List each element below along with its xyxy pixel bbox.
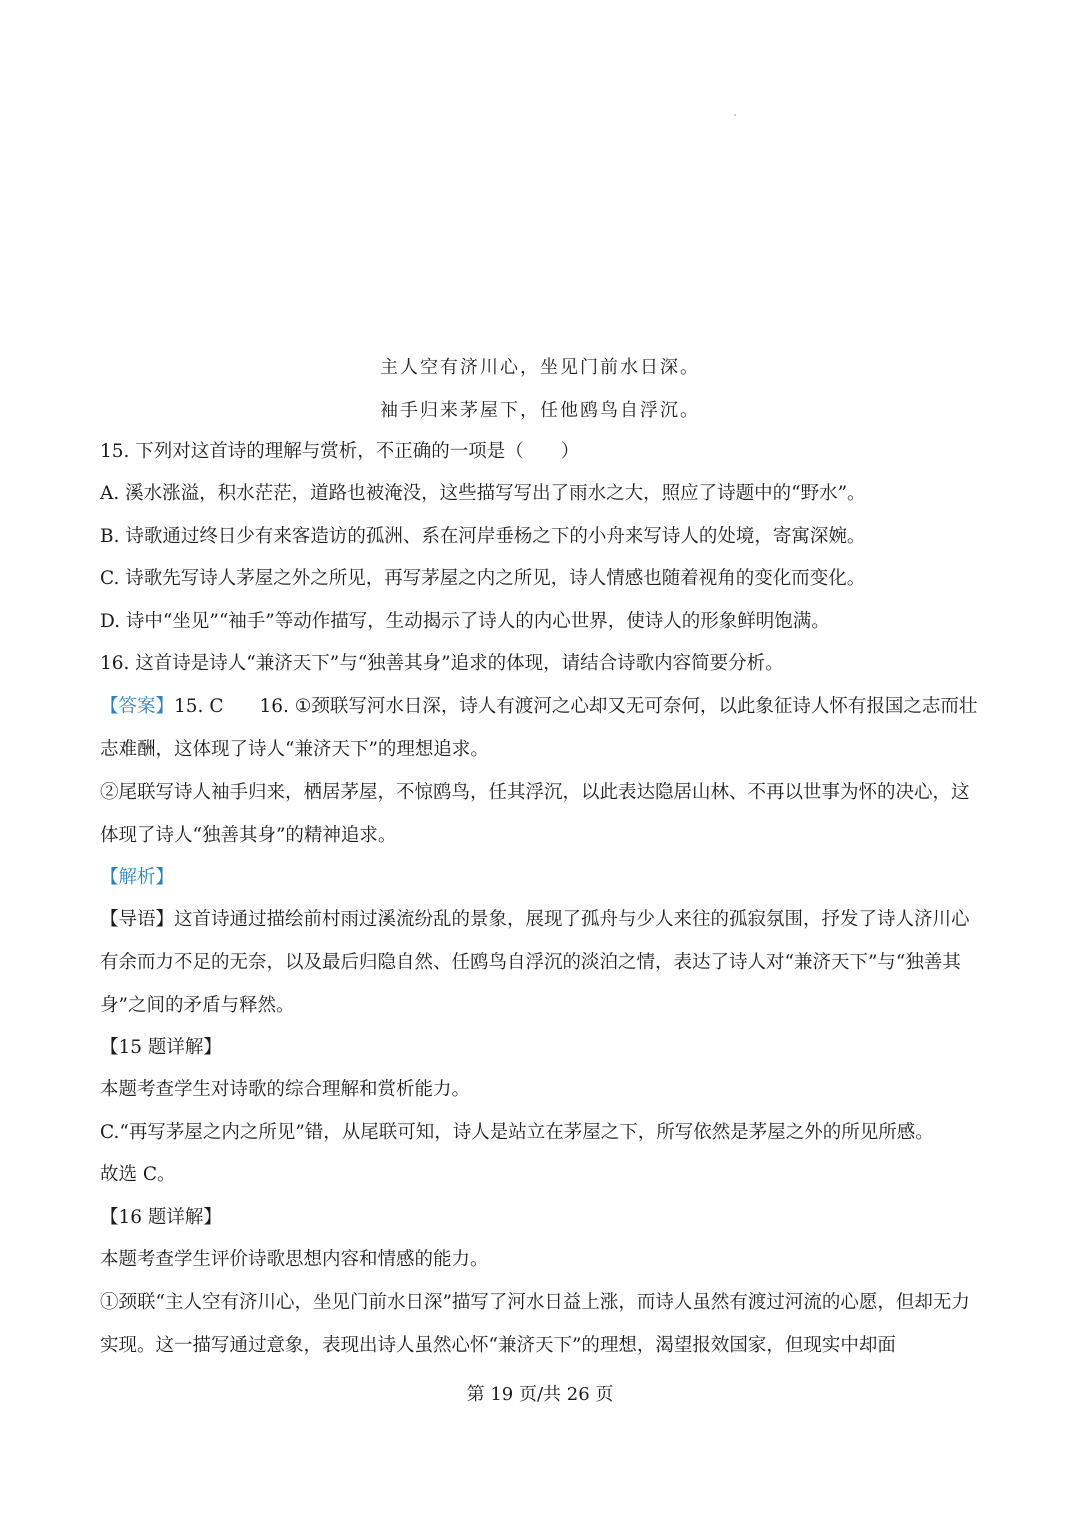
q15-detail-p3: 故选 C。 xyxy=(100,1164,176,1185)
question-15-option-b: B. 诗歌通过终日少有来客造访的孤洲、系在河岸垂杨之下的小舟来写诗人的处境，寄寓深婉。 xyxy=(100,526,866,547)
q16-detail-p2: ①颈联“主人空有济川心，坐见门前水日深”描写了河水日益上涨，而诗人虽然有渡过河流的心愿，但却无力实现。这一描写通过意象，表现出诗人虽然心怀“兼济天下”的理想，渴望报效国家，但现实中却面 xyxy=(100,1292,970,1356)
question-15-option-c: C. 诗歌先写诗人茅屋之外之所见，再写茅屋之内之所见，诗人情感也随着视角的变化而变化。 xyxy=(100,568,866,589)
q15-detail-p2: C.“再写茅屋之内之所见”错，从尾联可知，诗人是站立在茅屋之下，所写依然是茅屋之外的所见所感。 xyxy=(100,1122,934,1143)
scan-speck xyxy=(734,114,736,116)
question-16-stem: 16. 这首诗是诗人“兼济天下”与“独善其身”追求的体现，请结合诗歌内容简要分析。 xyxy=(100,653,784,674)
analysis-label: 【解析】 xyxy=(100,867,175,888)
question-15-option-d: D. 诗中“坐见”“袖手”等动作描写，生动揭示了诗人的内心世界，使诗人的形象鲜明饱满。 xyxy=(100,611,830,632)
answer-15: 15. C xyxy=(174,696,224,717)
q16-detail-p1: 本题考查学生评价诗歌思想内容和情感的能力。 xyxy=(100,1249,489,1270)
answer-label: 【答案】 xyxy=(100,696,175,717)
q15-detail-heading: 【15 题详解】 xyxy=(100,1037,222,1058)
q16-detail-heading: 【16 题详解】 xyxy=(100,1207,222,1228)
answer-16-part1: 16. ①颈联写河水日深，诗人有渡河之心却又无可奈何，以此象征诗人怀有报国之志而壮志难酬，这体现了诗人“兼济天下”的理想追求。 xyxy=(100,696,978,760)
analysis-intro: 【导语】这首诗通过描绘前村雨过溪流纷乱的景象，展现了孤舟与少人来往的孤寂氛围，抒发了诗人济川心有余而力不足的无奈，以及最后归隐自然、任鸥鸟自浮沉的淡泊之情，表达了诗人对“兼济天下”与“独善其身”之间的矛盾与释然。 xyxy=(100,909,970,1016)
answer-block xyxy=(100,685,985,771)
question-15-stem: 15. 下列对这首诗的理解与赏析，不正确的一项是（ ） xyxy=(100,441,580,462)
poem-line-1: 主人空有济川心，坐见门前水日深。 xyxy=(380,357,700,378)
page-number: 第 19 页/共 26 页 xyxy=(466,1384,614,1405)
answer-16-part2: ②尾联写诗人袖手归来，栖居茅屋，不惊鸥鸟，任其浮沉，以此表达隐居山林、不再以世事为怀的决心，这体现了诗人“独善其身”的精神追求。 xyxy=(100,782,970,846)
question-15-option-a: A. 溪水涨溢，积水茫茫，道路也被淹没，这些描写写出了雨水之大，照应了诗题中的“野水”。 xyxy=(100,483,866,504)
poem-line-2: 袖手归来茅屋下，任他鸥鸟自浮沉。 xyxy=(380,400,700,421)
q15-detail-p1: 本题考查学生对诗歌的综合理解和赏析能力。 xyxy=(100,1079,471,1100)
